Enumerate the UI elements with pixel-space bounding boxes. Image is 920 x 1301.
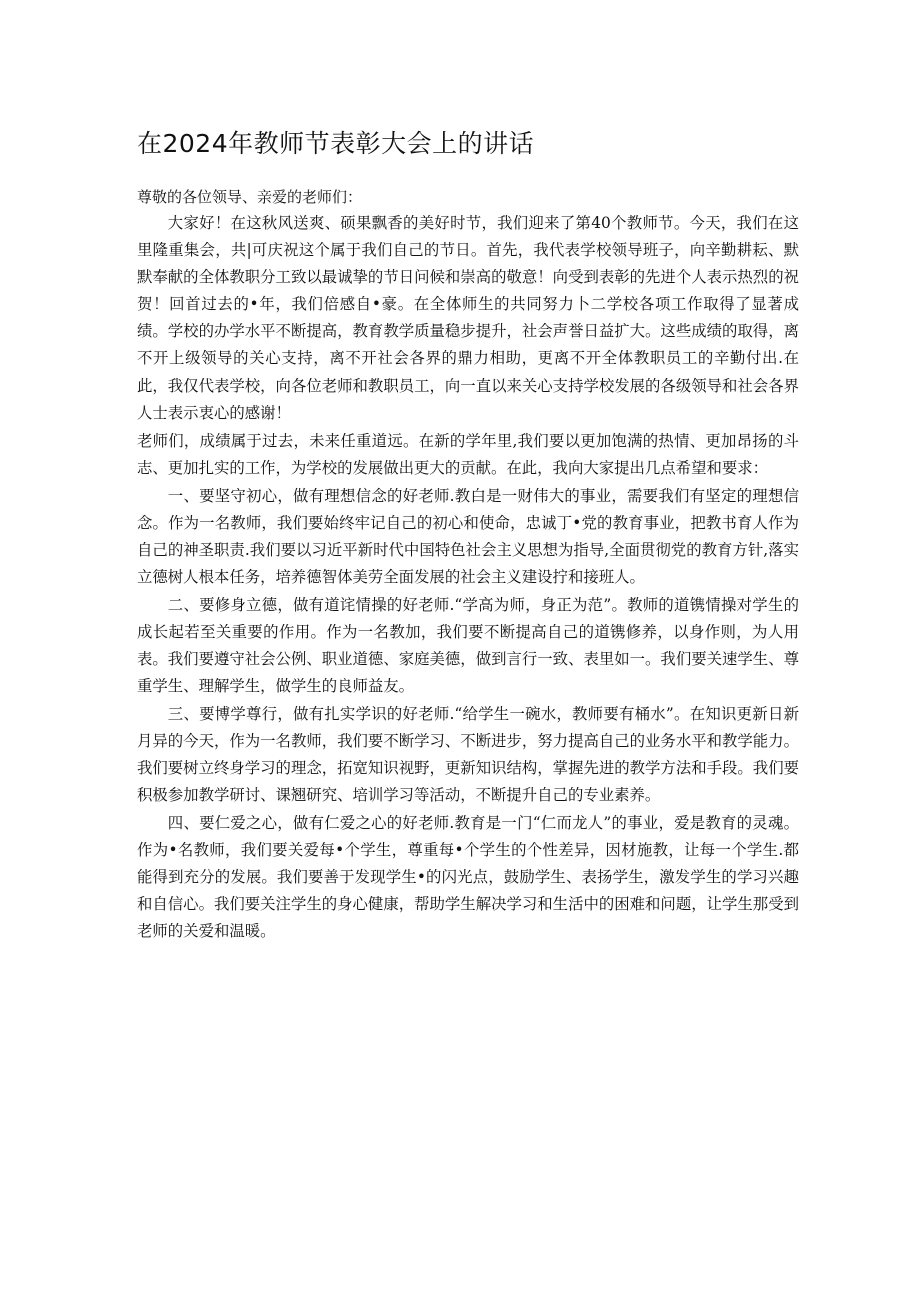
document-body [137, 210, 799, 946]
paragraph-point-4: 四、要仁爱之心，做有仁爱之心的好老师.教育是一门“仁而龙人”的事业，爱是教育的灵魂。作为•名教师，我们要关爱每•个学生，尊重每•个学生的个性差异，因材施教，让每一个学生.都能得到充分的发展。我们要善于发现学生•的闪光点，鼓励学生、表扬学生，激发学生的学习兴趣和自信心。我们要关注学生的身心健康，帮助学生解决学习和生活中的困难和问题，让学生那受到老师的关爱和温暖。 [137, 814, 799, 941]
paragraph-opening: 大家好！在这秋风送爽、硕果飘香的美好时节，我们迎来了第40个教师节。今天，我们在这里隆重集会，共|可庆祝这个属于我们自己的节日。首先，我代表学校领导班子，向辛勤耕耘、默默奉献的全体教职分工致以最诚挚的节日问候和崇高的敬意！向受到表彰的先进个人表示热烈的祝贺！回首过去的•年，我们倍感自•豪。在全体师生的共同努力卜二学校各项工作取得了显著成绩。学校的办学水平不断提高，教育教学质量稳步提升，社会声誉日益扩大。这些成绩的取得，离不开上级领导的关心支持，离不开社会各界的鼎力相助，更离不开全体教职员工的辛勤付出.在此，我仅代表学校，向各位老师和教职员工，向一直以来关心支持学校发展的各级领导和社会各界人士表示衷心的感谢！ [137, 214, 799, 422]
salutation: 尊敬的各位领导、亲爱的老师们： [137, 188, 363, 206]
paragraph-point-1: 一、要坚守初心，做有理想信念的好老师.教白是一财伟大的事业，需要我们有坚定的理想信念。作为一名教师，我们要始终牢记自己的初心和使命，忠诚丁•党的教育事业，把教书育人作为自己的神圣职责.我们要以习近平新时代中国特色社会主义思想为指导,全面贯彻党的教育方针,落实立德树人根本任务，培养德智体美劳全面发展的社会主义建设拧和接班人。 [137, 486, 799, 586]
paragraph-transition: 老师们，成绩属于过去，未来任重道远。在新的学年里,我们要以更加饱满的热情、更加昂扬的斗志、更加扎实的工作，为学校的发展做出更大的贡献。在此，我向大家提出几点希望和要求： [137, 431, 799, 477]
paragraph-point-3: 三、要博学尊行，做有扎实学识的好老师.“给学生一碗水，教师要有桶水”。在知识更新日新月异的今天，作为一名教师，我们要不断学习、不断进步，努力提高自己的业务水平和教学能力。我们要树立终身学习的理念，拓宽知识视野，更新知识结构，掌握先进的教学方法和手段。我们要积极参加教学研讨、课翘研究、培训学习等活动，不断提升自己的专业素养。 [137, 704, 799, 805]
paragraph-point-2: 二、要修身立德，做有道诧情操的好老师.“学高为师，身正为范”。教师的道镌情操对学生的成长起若至关重要的作用。作为一名教加，我们要不断提高自己的道镌修养，以身作则，为人用表。我们要遵守社会公例、职业道德、家庭美德，做到言行一致、表里如一。我们要关速学生、尊重学生、理解学生，做学生的良师益友。 [137, 595, 799, 695]
document-title: 在2024年教师节表彰大会上的讲话 [137, 129, 535, 158]
